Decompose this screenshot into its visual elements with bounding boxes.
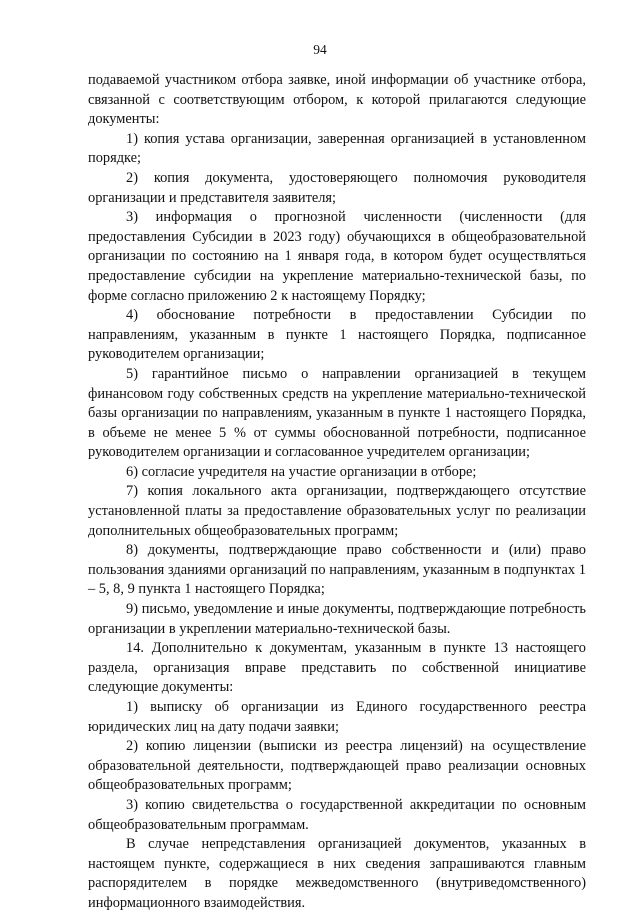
list-item-2: 2) копия документа, удостоверяющего полномочия руководителя организации и представителя заявителя; (88, 169, 586, 206)
optional-item-1: 1) выписку об организации из Единого государственного реестра юридических лиц на дату подачи заявки; (88, 699, 586, 735)
list-item-5: 5) гарантийное письмо о направлении организацией в текущем финансовом году собственных средств на укрепление материально-технической базы организации по направлениям, указанным в пункте 1 настоящего Порядка, в объеме не менее 5 % от суммы обоснованной потребности, подписанное руководителем организации и согласованное учредителем организации; (88, 365, 586, 461)
document-body (88, 71, 586, 914)
section-14-paragraph: 14. Дополнительно к документам, указанным в пункте 13 настоящего раздела, организация вправе представить по собственной инициативе следующие документы: (88, 640, 586, 696)
list-item-7: 7) копия локального акта организации, подтверждающего отсутствие установленной платы за предоставление образовательных услуг по реализации дополнительных общеобразовательных программ; (88, 483, 586, 539)
list-item-6: 6) согласие учредителя на участие организации в отборе; (126, 463, 477, 480)
optional-item-2: 2) копию лицензии (выписки из реестра лицензий) на осуществление образовательной деятельности, подтверждающей право реализации основных общеобразовательных программ; (88, 738, 586, 794)
list-item-1: 1) копия устава организации, заверенная организацией в установленном порядке; (88, 130, 586, 167)
optional-item-3: 3) копию свидетельства о государственной аккредитации по основным общеобразовательным программам. (88, 796, 586, 833)
paragraph-continuation: подаваемой участником отбора заявке, иной информации об участнике отбора, связанной с соответствующим отбором, к которой прилагаются следующие документы: (88, 72, 586, 128)
list-item-9: 9) письмо, уведомление и иные документы, подтверждающие потребность организации в укреплении материально-технической базы. (88, 601, 586, 637)
closing-paragraph: В случае непредставления организацией документов, указанных в настоящем пункте, содержащиеся в них сведения запрашиваются главным распорядителем в порядке межведомственного (внутриведомственного) информационного взаимодействия. (88, 836, 586, 911)
list-item-8: 8) документы, подтверждающие право собственности и (или) право пользования зданиями организаций по направлениям, указанным в подпунктах 1 – 5, 8, 9 пункта 1 настоящего Порядка; (88, 542, 586, 598)
list-item-3: 3) информация о прогнозной численности (численности (для предоставления Субсидии в 2023 году) обучающихся в общеобразовательной организации по состоянию на 1 января года, в котором будет осуществляться предоставление субсидии на укрепление материально-технической базы, по форме согласно приложению 2 к настоящему Порядку; (88, 209, 586, 304)
list-item-4: 4) обоснование потребности в предоставлении Субсидии по направлениям, указанным в пункте 1 настоящего Порядка, подписанное руководителем организации; (88, 307, 586, 363)
page-number: 94 (313, 42, 327, 57)
